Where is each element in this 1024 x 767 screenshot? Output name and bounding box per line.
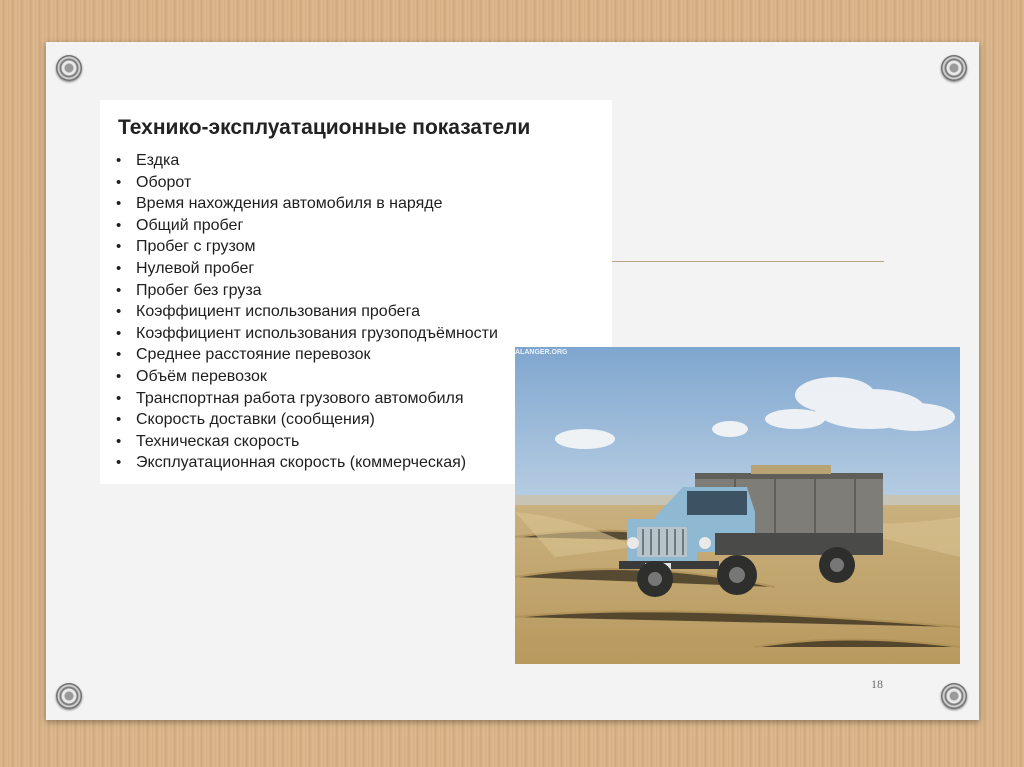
list-item: • Объём перевозок <box>116 366 498 388</box>
list-item: • Время нахождения автомобиля в наряде <box>116 193 498 215</box>
image-watermark: ALANGER.ORG <box>515 349 568 356</box>
list-item: • Общий пробег <box>116 215 498 237</box>
list-item: • Коэффициент использования пробега <box>116 301 498 323</box>
rivet-top-right-icon <box>941 55 967 81</box>
bullet-icon: • <box>116 324 122 342</box>
bullet-icon: • <box>116 411 122 429</box>
list-item: • Транспортная работа грузового автомобиля <box>116 388 498 410</box>
list-item: • Ездка <box>116 150 498 172</box>
list-item: • Оборот <box>116 172 498 194</box>
bullet-icon: • <box>116 259 122 277</box>
truck-in-field-image <box>515 347 960 664</box>
page-number: 18 <box>871 677 883 691</box>
list-item: • Скорость доставки (сообщения) <box>116 409 498 431</box>
list-item: • Эксплуатационная скорость (коммерческая) <box>116 452 498 474</box>
divider-line <box>612 261 884 262</box>
bullet-list <box>116 150 498 474</box>
bullet-icon: • <box>116 346 122 364</box>
bullet-icon: • <box>116 195 122 213</box>
rivet-bottom-left-icon <box>56 683 82 709</box>
bullet-icon: • <box>116 367 122 385</box>
bullet-icon: • <box>116 216 122 234</box>
bullet-icon: • <box>116 281 122 299</box>
bullet-icon: • <box>116 238 122 256</box>
bullet-icon: • <box>116 303 122 321</box>
list-item: • Коэффициент использования грузоподъёмности <box>116 323 498 345</box>
bullet-icon: • <box>116 389 122 407</box>
slide-title: Технико-эксплуатационные показатели <box>118 116 531 139</box>
list-item: • Пробег без груза <box>116 280 498 302</box>
truck-photo <box>515 347 960 664</box>
bullet-icon: • <box>116 173 122 191</box>
bullet-icon: • <box>116 432 122 450</box>
rivet-top-left-icon <box>56 55 82 81</box>
bullet-icon: • <box>116 454 122 472</box>
list-item: • Среднее расстояние перевозок <box>116 344 498 366</box>
list-item: • Пробег с грузом <box>116 236 498 258</box>
rivet-bottom-right-icon <box>941 683 967 709</box>
list-item: • Техническая скорость <box>116 431 498 453</box>
list-item: • Нулевой пробег <box>116 258 498 280</box>
bullet-icon: • <box>116 152 122 169</box>
